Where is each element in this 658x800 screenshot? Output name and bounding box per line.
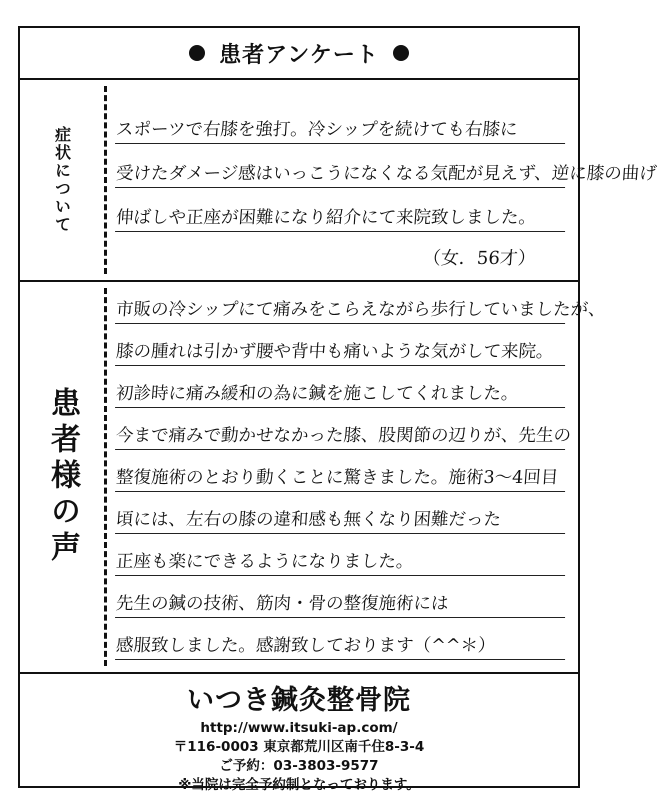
symptoms-line: スポーツで右膝を強打。冷シップを続けても右膝に [115,116,567,144]
voice-line: 市販の冷シップにて痛みをこらえながら歩行していましたが、 [115,296,567,324]
clinic-footer [20,674,578,793]
voice-label-cell [20,282,104,672]
voice-line: 先生の鍼の技術、筋肉・骨の整復施術には [115,590,567,618]
dashed-divider [104,288,107,666]
voice-line: 頃には、左右の膝の違和感も無くなり困難だった [115,506,567,534]
dashed-divider [104,86,107,274]
patient-voice-section [20,282,607,674]
reservation-note: ※当院は完全予約制となっております。 [178,777,420,793]
symptoms-line: 受けたダメージ感はいっこうになくなる気配が見えず、逆に膝の曲げ [115,160,567,188]
survey-sheet [18,26,658,793]
voice-line: 整復施術のとおり動くことに驚きました。施術3～4回目 [115,464,567,492]
symptoms-label-cell [20,80,104,280]
voice-line: 感服致しました。感謝致しております（^^＊） [115,632,567,660]
symptoms-section [20,80,658,282]
voice-content [115,282,607,672]
bullet-left-icon [189,45,205,61]
voice-line: 初診時に痛み緩和の為に鍼を施こしてくれました。 [115,380,567,408]
clinic-address: 〒116-0003 東京都荒川区南千住8-3-4 [173,739,425,755]
patient-signature: （女．56才） [422,248,537,269]
voice-line: 膝の腫れは引かず腰や背中も痛いような気がして来院。 [115,338,567,366]
clinic-name: いつき鍼灸整骨院 [187,685,411,716]
voice-line: 今まで痛みで動かせなかった膝、股関節の辺りが、先生の [115,422,567,450]
symptoms-content [115,80,658,280]
clinic-phone: ご予約：03-3803-9577 [219,758,379,774]
symptoms-line: 伸ばしや正座が困難になり紹介にて来院致しました。 [115,204,567,232]
page-title: 患者アンケート [219,42,379,68]
voice-line: 正座も楽にできるようになりました。 [115,548,567,576]
voice-label: 患者様の声 [45,387,80,567]
bullet-right-icon [393,45,409,61]
clinic-url: http://www.itsuki-ap.com/ [200,720,398,736]
title-bar [20,28,578,80]
symptoms-label: 症状について [52,126,72,234]
